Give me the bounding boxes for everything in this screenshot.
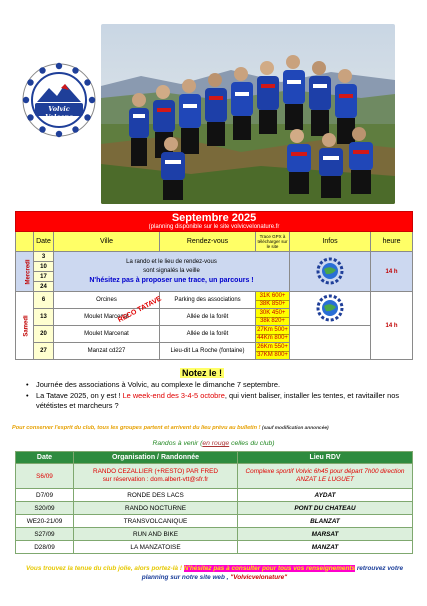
club-spirit-note: Pour conserver l'esprit du club, tous les groupes partent et arrivent du lieu prévu au bulletin ! (sauf modification annoncée) (12, 425, 329, 431)
table-row: WE20-21/09 TRANSVOLCANIQUE BLANZAT (16, 515, 413, 528)
table-row: D28/09 LA MANZATOISE MANZAT (16, 541, 413, 554)
samedi-ville: Moulet Marcenat (54, 309, 160, 326)
header-banner (15, 10, 412, 210)
randos-header-orga: Organisation / Randonnée (74, 452, 238, 464)
samedi-date: 13 (34, 309, 54, 326)
samedi-rdv: Allée de la forêt (160, 309, 256, 326)
samedi-ville: Manzat cd227 (54, 343, 160, 360)
mercredi-date: 10 (34, 262, 54, 272)
samedi-traces[interactable]: 31K 600+ 38K 850+ (256, 292, 290, 309)
table-row: D7/09 RONDE DES LACS AYDAT (16, 489, 413, 502)
samedi-ville: Moulet Marcenat (54, 326, 160, 343)
gear-globe-icon (316, 257, 344, 285)
samedi-date: 20 (34, 326, 54, 343)
mercredi-info: La rando et le lieu de rendez-vous sont signalés la veille N'hésitez pas à proposer une trace, un parcours ! (54, 252, 290, 292)
header-trace: Trace GPX à télécharger sur le site (256, 232, 290, 252)
samedi-ville: Orcines (54, 292, 160, 309)
samedi-traces[interactable]: 26Km 550+ 37KM 800+ (257, 343, 288, 358)
calendar-title: Septembre 2025 (171, 212, 257, 224)
randos-header-date: Date (16, 452, 74, 464)
samedi-rdv: Allée de la forêt (160, 326, 256, 343)
samedi-date: 6 (34, 292, 54, 309)
samedi-icon-cell (290, 292, 371, 326)
samedi-traces[interactable]: 30K 450+ 38k 820+ (256, 309, 290, 326)
notez-item: • La Tatave 2025, on y est ! Le week-end des 3-4-5 octobre, qui vient baliser, installer les tentes, et ravitailler nos vététistes et marcheurs ? (22, 391, 417, 411)
header-empty (16, 232, 34, 252)
samedi-icon-cell-empty (290, 326, 371, 360)
samedi-label: Samedi (16, 292, 34, 360)
calendar-subtitle: (planning disponible sur le site volvicvelonature.fr (148, 224, 280, 230)
mercredi-label: Mercredi (16, 252, 34, 292)
site-link[interactable]: "Volvicvelonature" (230, 574, 288, 581)
samedi-date: 27 (34, 343, 54, 360)
samedi-traces[interactable]: 27Km 500+ 44Km 800+ (257, 326, 288, 341)
samedi-heure: 14 h (371, 292, 413, 360)
header-infos: Infos (290, 232, 371, 252)
notez-item: • Journée des associations à Volvic, au complexe le dimanche 7 septembre. (22, 380, 417, 390)
mercredi-date: 24 (34, 282, 54, 292)
reco-tatave-stamp: RECO TATAVE (117, 295, 163, 325)
samedi-rdv: Parking des associations (160, 292, 256, 309)
header-date: Date (34, 232, 54, 252)
header-rdv: Rendez-vous (160, 232, 256, 252)
calendar-title-bar (16, 212, 413, 232)
footer-note: Vous trouvez la tenue du club jolie, alors portez-là ! N'hésitez pas à consulter pour tous vos renseignements retrouvez votre planning sur notre site web , "Volvicvelonature" (25, 565, 403, 581)
table-row: S20/09 RANDO NOCTURNE PONT DU CHATEAU (16, 502, 413, 515)
group-photo (101, 24, 395, 204)
randos-table (15, 451, 413, 554)
header-ville: Ville (54, 232, 160, 252)
samedi-rdv: Lieu-dit La Roche (fontaine) (160, 343, 256, 360)
table-row: S27/09 RUN AND BIKE MARSAT (16, 528, 413, 541)
calendar-table (15, 211, 413, 360)
header-heure: heure (371, 232, 413, 252)
gear-globe-icon (316, 294, 344, 322)
logo-text: Volvic Volcans (45, 105, 73, 121)
randos-header-lieu: Lieu RDV (238, 452, 413, 464)
mercredi-date: 3 (34, 252, 54, 262)
mercredi-heure: 14 h (371, 252, 413, 292)
randos-title: Randos à venir (en rouge celles du club) (152, 440, 275, 447)
mercredi-date: 17 (34, 272, 54, 282)
club-logo (21, 62, 97, 138)
notez-list (22, 380, 417, 412)
mercredi-icon-cell (290, 252, 371, 292)
notez-title: Notez le ! (182, 368, 223, 378)
table-row: S6/09 RANDO CEZALLIER (+RESTO) PAR FRED sur réservation : dom.albert-vtt@sfr.fr Complexe sportif Volvic 6h45 pour départ 7h00 direction ANZAT LE LUGUET (16, 464, 413, 489)
